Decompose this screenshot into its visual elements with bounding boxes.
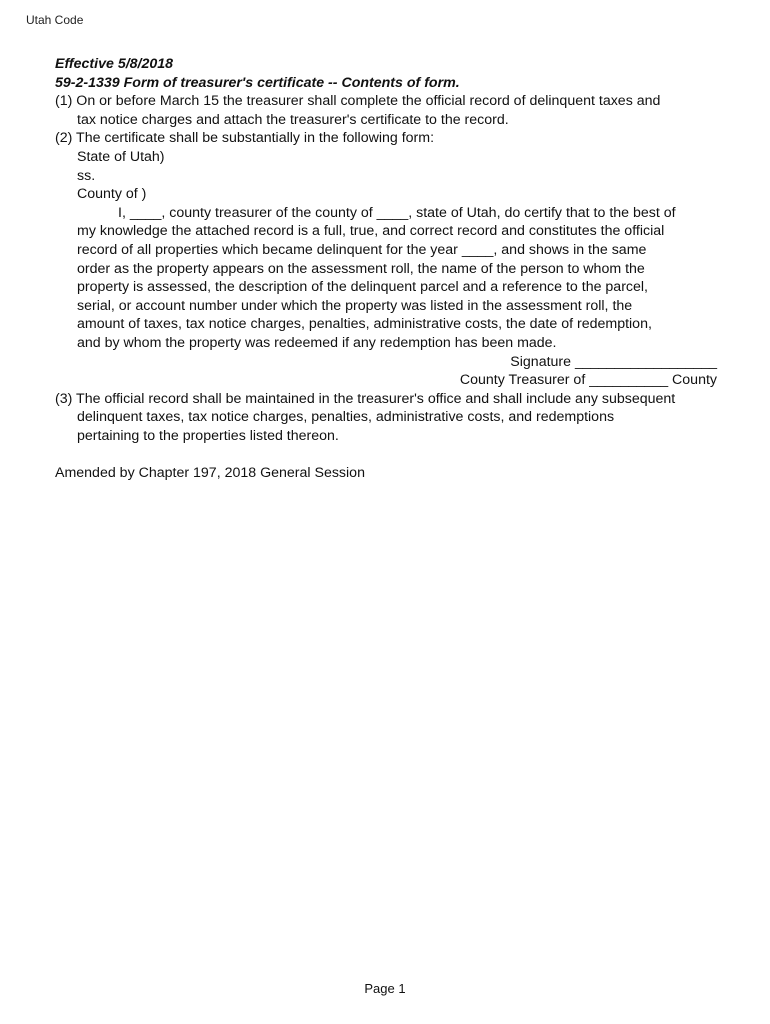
signature-line: Signature __________________ bbox=[510, 353, 717, 370]
paragraph-3-line: pertaining to the properties listed thereon. bbox=[77, 427, 339, 444]
form-body-line: amount of taxes, tax notice charges, penalties, administrative costs, the date of redemption, bbox=[77, 316, 652, 333]
page-number: Page 1 bbox=[364, 981, 406, 996]
effective-date: Effective 5/8/2018 bbox=[55, 56, 174, 72]
paragraph-3-line: delinquent taxes, tax notice charges, penalties, administrative costs, and redemptions bbox=[77, 409, 615, 426]
paragraph-1-line: tax notice charges and attach the treasurer's certificate to the record. bbox=[77, 111, 509, 128]
form-county-line: County of ) bbox=[77, 186, 147, 203]
spacer bbox=[55, 445, 725, 464]
paragraph-1-line: (1) On or before March 15 the treasurer shall complete the official record of delinquent taxes and bbox=[55, 93, 661, 110]
form-ss-line: ss. bbox=[77, 167, 96, 184]
page-header-source: Utah Code bbox=[26, 13, 84, 27]
form-body-line: and by whom the property was redeemed if any redemption has been made. bbox=[77, 334, 557, 351]
statute-text bbox=[55, 55, 725, 483]
form-body-line: property is assessed, the description of the delinquent parcel and a reference to the parcel, bbox=[77, 279, 648, 296]
form-body-line: my knowledge the attached record is a full, true, and correct record and constitutes the official bbox=[77, 223, 665, 240]
form-body-line: serial, or account number under which the property was listed in the assessment roll, the bbox=[77, 297, 633, 314]
amendment-note: Amended by Chapter 197, 2018 General Session bbox=[55, 465, 365, 482]
form-body-line: I, ____, county treasurer of the county of ____, state of Utah, do certify that to the best of bbox=[118, 204, 676, 221]
paragraph-3-line: (3) The official record shall be maintained in the treasurer's office and shall include any subsequent bbox=[55, 390, 676, 407]
form-body-line: order as the property appears on the assessment roll, the name of the person to whom the bbox=[77, 260, 645, 277]
county-treasurer-line: County Treasurer of __________ County bbox=[459, 372, 717, 389]
paragraph-2-intro: (2) The certificate shall be substantially in the following form: bbox=[55, 130, 435, 147]
section-title: 59-2-1339 Form of treasurer's certificate -- Contents of form. bbox=[55, 74, 460, 91]
form-state-line: State of Utah) bbox=[77, 148, 165, 165]
form-body-line: record of all properties which became delinquent for the year ____, and shows in the same bbox=[77, 241, 647, 258]
